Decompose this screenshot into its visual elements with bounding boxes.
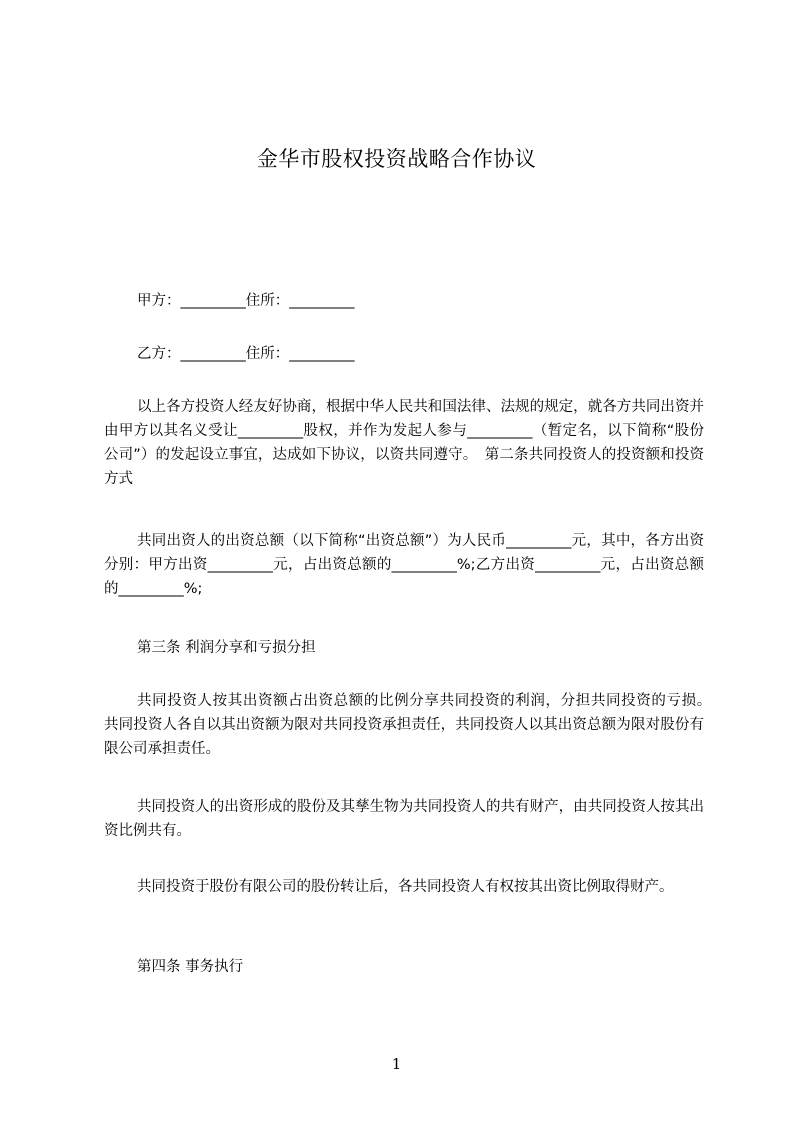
article3-paragraph-3: 共同投资于股份有限公司的股份转让后，各共同投资人有权按其出资比例取得财产。 [137,879,674,895]
article3-heading: 第三条 利润分享和亏损分担 [137,640,316,656]
document-title: 金华市股权投资战略合作协议 [256,147,537,171]
article3-paragraph-2: 共同投资人的出资形成的股份及其孳生物为共同投资人的共有财产，由共同投资人按其出资比例共有。 [104,799,704,839]
article3-paragraph-1: 共同投资人按其出资额占出资总额的比例分享共同投资的利润，分担共同投资的亏损。 共同投资人各自以其出资额为限对共同投资承担责任，共同投资人以其出资总额为限对股份有限公司承担责任。 [104,693,719,757]
intro-paragraph: 以上各方投资人经友好协商，根据中华人民共和国法律、法规的规定，就各方共同出资并由甲方以其名义受让_________股权，并作为发起人参与_________（暂定名，以下简称“股份公司”）的发起设立事宜，达成如下协议，以资共同遵守。 第二条共同投资人的投资额和投资方式 [104,399,704,487]
article4-heading: 第四条 事务执行 [137,959,244,975]
investment-paragraph: 共同出资人的出资总额（以下简称“出资总额”）为人民币_________元，其中，各方出资分别：甲方出资_________元，占出资总额的_________%;乙方出资_________元，占出资总额的_________%; [104,533,704,597]
party-a-line: 甲方：_________住所：_________ [137,293,355,309]
page-number: 1 [391,1055,402,1073]
party-b-line: 乙方：_________住所：_________ [137,346,355,362]
